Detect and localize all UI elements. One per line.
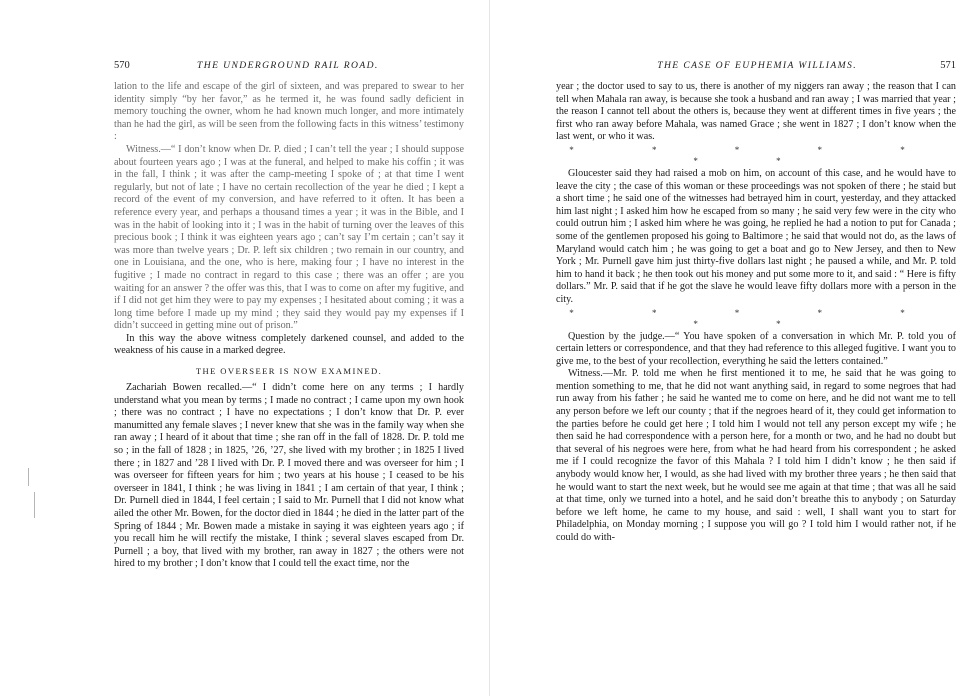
section-break-asterisks: * * * * * * * — [569, 307, 943, 329]
right-page-body — [556, 81, 956, 545]
left-page-header — [114, 60, 464, 71]
running-title: THE CASE OF EUPHEMIA WILLIAMS. — [657, 60, 858, 71]
margin-pencil-mark — [34, 492, 35, 518]
paragraph-gloucester: Gloucester said they had raised a mob on him, on account of this case, and he would have to leave the city ; the case of this woman or these proceedings was not spoken of there ; he staid but a short time ; he said one of the witnesses had betrayed him in court, yesterday, and they attacked him last night ; I asked him how he escaped from so many ; he said very few were in the city who could outrun him ; I asked him where he was going, he replied he had a notion to put for Canada ; some of the gentlemen proposed his going to Baltimore ; he said that would not do, as the laws of Maryland would catch him ; he was going to get a boat and go to New Jersey, and then to New York ; Mr. Purnell gave him just thirty-five dollars last night ; he paused a while, and Mr. P. told him to hand it back ; he then took out his money and put some more to it, and said : “ Here is fifty dollars.” Mr. P. said that if he got the slave he would leave fifty dollars more with a person in the city. — [556, 167, 956, 305]
paragraph-witness-answer: Witness.—Mr. P. told me when he first mentioned it to me, he said that he was going to mention something to me, that he did not want anything said, in regard to some negroes that had run away from his father ; he said he wanted me to come on here, and he did not want me to tell any person before we left our county ; that if the negroes heard of it, they could get information to the parties before he could get here ; I told him I would not tell any person except my wife ; he then said he had correspondence with a person here, for a month or two, and he had no doubt but that several of his negroes were here, from what he had heard from his correspondent ; he asked me if I could recognize the favor of this Mahala ? I told him I didn’t know ; he then said if anybody would know her, I would, as she had lived with my brother three years ; he then said that he would want to start the next week, but he would see me again at that time ; that was all he said at that time, only we turned into a hotel, and he said don’t breathe this to anybody ; on Saturday before we left home, he came to my house, and said : well, I shall want you to start for Philadelphia, on Monday morning ; I suppose you will go ? I told him I would rather not, if he could do with- — [556, 368, 956, 543]
running-title: THE UNDERGROUND RAIL ROAD. — [197, 60, 379, 71]
paragraph-intro: lation to the life and escape of the girl of sixteen, and was prepared to swear to her identity simply “by her favor,” as he termed it, he was found sadly deficient in memory touching the owner, whom he had known much longer, and more intimately than he had the girl, as will be seen from the following facts in this witness’ testimony : — [114, 81, 464, 143]
paragraph-summary: In this way the above witness completely darkened counsel, and added to the weakness of his cause in a marked degree. — [114, 332, 464, 357]
right-page-header — [556, 60, 956, 71]
section-break-asterisks: * * * * * * * — [569, 144, 943, 166]
paragraph-year-testimony: year ; the doctor used to say to us, there is another of my niggers ran away ; the reason that I can tell when Mahala ran away, is because she took a husband and ran away ; I was married that year ; the reason I cannot tell about the others is, because they went at different times in five years ; the first who ran away before Mahala, was named Grace ; she went in 1827 ; I don’t know when the last went, or who it was. — [556, 81, 956, 143]
paragraph-overseer-testimony: Zachariah Bowen recalled.—“ I didn’t come here on any terms ; I hardly understand what you mean by terms ; I made no contract ; I came upon my own hook ; there was no contract ; I have no expectations ; I don’t know that Dr. P. ever manumitted any female slaves ; I never knew that she was in the family way when she ran away ; I heard of it about that time ; she ran off in the fall of 1828. Dr. P. told me so ; in the fall of 1828 ; in 1825, ’26, ’27, she lived with my brother ; in 1825 I lived there ; in 1827 and ’28 I lived with Dr. P. I moved there and was overseer for him ; I was overseer for fifteen years for him ; two years at his house ; I ceased to be his overseer in 1841, I think ; he was living in 1841 ; I am certain of that year, I think ; Dr. Purnell died in 1844, I feel certain ; I said to Mr. Purnell that I did not know what ailed the other Mr. Bowen, for the doctor died in 1844 ; he died in the latter part of the Spring of 1844 ; Mr. Bowen made a mistake in saying it was eighteen years ago ; if you recall him he will rectify the mistake, I think ; several slaves escaped from Dr. Purnell ; a boy, that lived with my brother, ran away in 1827 ; the others were not hired to my brother ; I don’t know that I could tell the exact time, nor the — [114, 382, 464, 570]
margin-pencil-mark — [28, 468, 29, 486]
paragraph-judge-question: Question by the judge.—“ You have spoken of a conversation in which Mr. P. told you of certain letters or correspondence, and that they had reference to this alleged fugitive. I want you to give me, to the best of your recollection, everything he said the letters contained.” — [556, 330, 956, 367]
right-page — [490, 0, 980, 696]
section-subheading: THE OVERSEER IS NOW EXAMINED. — [195, 366, 383, 377]
left-page-body — [114, 81, 464, 571]
page-number: 571 — [940, 60, 956, 71]
paragraph-witness-testimony: Witness.—“ I don’t know when Dr. P. died ; I can’t tell the year ; I should suppose about fourteen years ago ; I was at the funeral, and helped to make his coffin ; it was in the fall, I think ; it was after the camp-meeting I spoke of ; at that time I went regularly, but not of late ; I have no certain recollection of the year he died ; I kept a record of the event of my conversion, and have referred to it often. It has been a reference every year, and perhaps a thousand times a year ; it was in the Bible, and I was in the habit of looking into it ; I was in the habit of turning over the leaves of this precious book ; I think it was eighteen years ago ; can’t say I’m certain ; can’t say it was more than twelve years ; Dr. P. left six children ; two remain in our country, and one in Louisiana, and the one, who is here, making four ; I have no interest in the fugitive ; I made no contract in regard to this case ; there was an offer ; are you waiting for an answer ? the offer was this, that I was to come on after my fugitive, and if I did not get him they were to pay my expenses ; I hesitated about coming ; it was a long time before I made up my mind ; they said they would pay my expenses if I didn’t succeed in getting mine out of prison.” — [114, 143, 464, 332]
page-number: 570 — [114, 60, 130, 71]
